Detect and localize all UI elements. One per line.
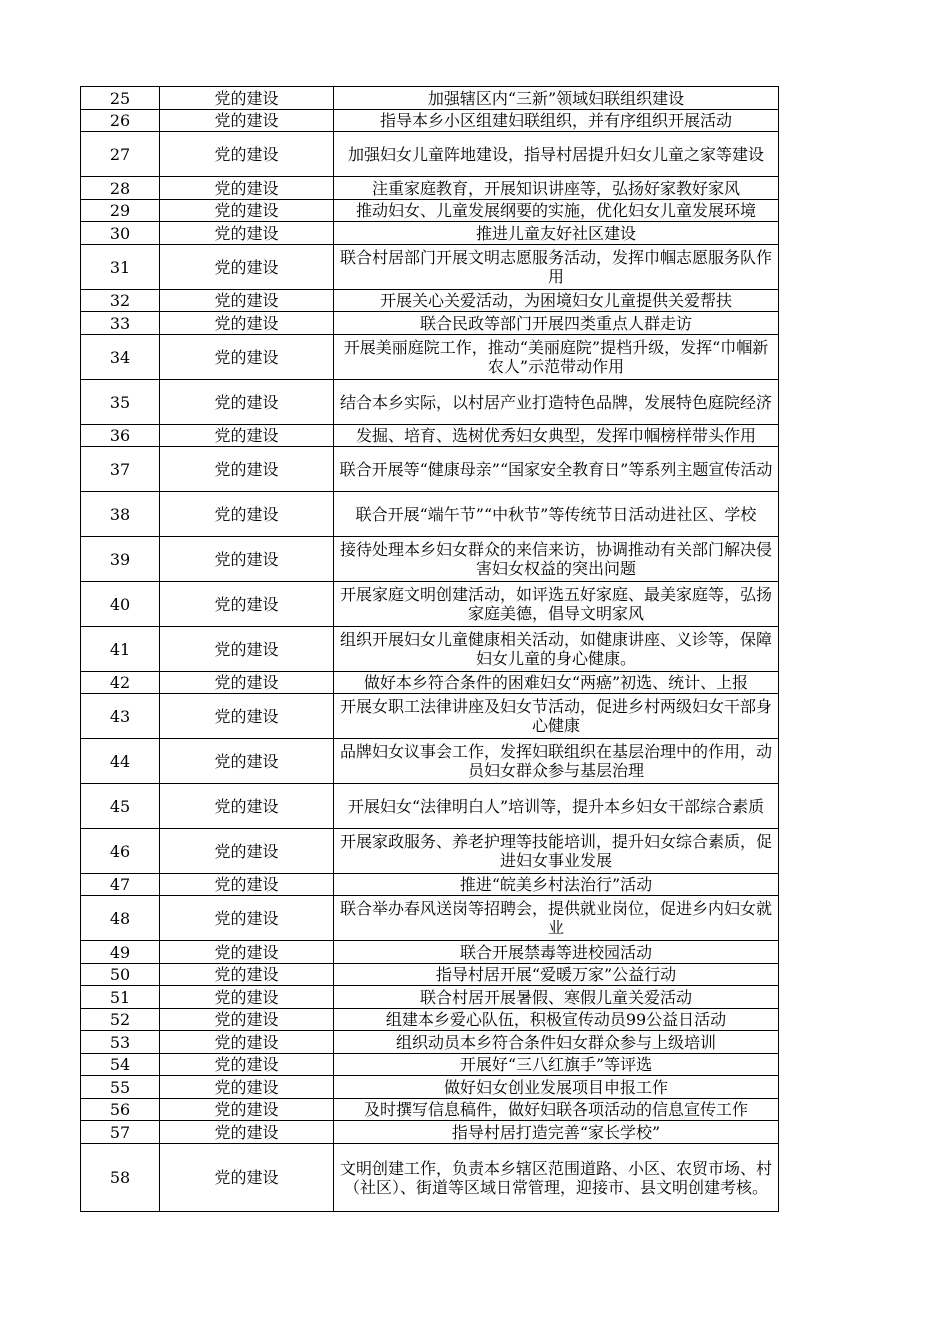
row-number-cell: 33 xyxy=(81,312,160,335)
task-cell: 加强妇女儿童阵地建设，指导村居提升妇女儿童之家等建设 xyxy=(334,132,779,177)
category-cell: 党的建设 xyxy=(160,694,334,739)
task-cell: 联合开展等“健康母亲”“国家安全教育日”等系列主题宣传活动 xyxy=(334,447,779,492)
row-number-cell: 45 xyxy=(81,784,160,829)
table-row xyxy=(81,425,779,447)
category-cell: 党的建设 xyxy=(160,87,334,110)
table-row xyxy=(81,1031,779,1054)
row-number-cell: 51 xyxy=(81,986,160,1009)
category-cell: 党的建设 xyxy=(160,290,334,312)
task-cell: 结合本乡实际，以村居产业打造特色品牌，发展特色庭院经济 xyxy=(334,380,779,425)
task-cell: 组织动员本乡符合条件妇女群众参与上级培训 xyxy=(334,1031,779,1054)
task-cell: 组建本乡爱心队伍，积极宣传动员99公益日活动 xyxy=(334,1009,779,1031)
table-row xyxy=(81,1121,779,1144)
task-cell: 开展美丽庭院工作，推动“美丽庭院”提档升级，发挥“巾帼新农人”示范带动作用 xyxy=(334,335,779,380)
task-cell: 注重家庭教育，开展知识讲座等，弘扬好家教好家风 xyxy=(334,177,779,200)
category-cell: 党的建设 xyxy=(160,335,334,380)
row-number-cell: 54 xyxy=(81,1054,160,1076)
table-row xyxy=(81,874,779,896)
task-cell: 开展家庭文明创建活动，如评选五好家庭、最美家庭等，弘扬家庭美德，倡导文明家风 xyxy=(334,582,779,627)
category-cell: 党的建设 xyxy=(160,1031,334,1054)
task-cell: 开展妇女“法律明白人”培训等，提升本乡妇女干部综合素质 xyxy=(334,784,779,829)
table-row xyxy=(81,986,779,1009)
row-number-cell: 34 xyxy=(81,335,160,380)
row-number-cell: 47 xyxy=(81,874,160,896)
task-cell: 开展好“三八红旗手”等评选 xyxy=(334,1054,779,1076)
table-row xyxy=(81,739,779,784)
row-number-cell: 25 xyxy=(81,87,160,110)
task-table-body xyxy=(81,87,779,1212)
category-cell: 党的建设 xyxy=(160,132,334,177)
task-cell: 指导本乡小区组建妇联组织，并有序组织开展活动 xyxy=(334,110,779,132)
table-row xyxy=(81,132,779,177)
table-row xyxy=(81,380,779,425)
category-cell: 党的建设 xyxy=(160,380,334,425)
table-row xyxy=(81,492,779,537)
row-number-cell: 27 xyxy=(81,132,160,177)
task-cell: 推动妇女、儿童发展纲要的实施，优化妇女儿童发展环境 xyxy=(334,200,779,222)
row-number-cell: 53 xyxy=(81,1031,160,1054)
category-cell: 党的建设 xyxy=(160,784,334,829)
category-cell: 党的建设 xyxy=(160,177,334,200)
task-cell: 品牌妇女议事会工作，发挥妇联组织在基层治理中的作用，动员妇女群众参与基层治理 xyxy=(334,739,779,784)
table-row xyxy=(81,87,779,110)
table-row xyxy=(81,200,779,222)
row-number-cell: 42 xyxy=(81,672,160,694)
row-number-cell: 41 xyxy=(81,627,160,672)
category-cell: 党的建设 xyxy=(160,941,334,964)
category-cell: 党的建设 xyxy=(160,425,334,447)
table-row xyxy=(81,537,779,582)
category-cell: 党的建设 xyxy=(160,1144,334,1212)
task-cell: 开展女职工法律讲座及妇女节活动，促进乡村两级妇女干部身心健康 xyxy=(334,694,779,739)
row-number-cell: 38 xyxy=(81,492,160,537)
table-row xyxy=(81,941,779,964)
category-cell: 党的建设 xyxy=(160,245,334,290)
task-cell: 推进儿童友好社区建设 xyxy=(334,222,779,245)
category-cell: 党的建设 xyxy=(160,1054,334,1076)
task-cell: 联合民政等部门开展四类重点人群走访 xyxy=(334,312,779,335)
row-number-cell: 44 xyxy=(81,739,160,784)
category-cell: 党的建设 xyxy=(160,964,334,986)
table-row xyxy=(81,312,779,335)
task-cell: 发掘、培育、选树优秀妇女典型，发挥巾帼榜样带头作用 xyxy=(334,425,779,447)
table-row xyxy=(81,896,779,941)
table-row xyxy=(81,245,779,290)
table-row xyxy=(81,335,779,380)
category-cell: 党的建设 xyxy=(160,582,334,627)
task-cell: 及时撰写信息稿件，做好妇联各项活动的信息宣传工作 xyxy=(334,1099,779,1121)
category-cell: 党的建设 xyxy=(160,829,334,874)
category-cell: 党的建设 xyxy=(160,986,334,1009)
category-cell: 党的建设 xyxy=(160,492,334,537)
table-row xyxy=(81,1054,779,1076)
category-cell: 党的建设 xyxy=(160,896,334,941)
task-cell: 文明创建工作，负责本乡辖区范围道路、小区、农贸市场、村（社区）、街道等区域日常管理，迎接市、县文明创建考核。 xyxy=(334,1144,779,1212)
table-row xyxy=(81,672,779,694)
table-row xyxy=(81,1076,779,1099)
task-cell: 指导村居打造完善“家长学校” xyxy=(334,1121,779,1144)
task-cell: 组织开展妇女儿童健康相关活动，如健康讲座、义诊等，保障妇女儿童的身心健康。 xyxy=(334,627,779,672)
row-number-cell: 40 xyxy=(81,582,160,627)
category-cell: 党的建设 xyxy=(160,110,334,132)
table-row xyxy=(81,290,779,312)
table-row xyxy=(81,1099,779,1121)
task-cell: 开展关心关爱活动，为困境妇女儿童提供关爱帮扶 xyxy=(334,290,779,312)
table-row xyxy=(81,964,779,986)
table-row xyxy=(81,1009,779,1031)
row-number-cell: 57 xyxy=(81,1121,160,1144)
category-cell: 党的建设 xyxy=(160,1009,334,1031)
row-number-cell: 29 xyxy=(81,200,160,222)
row-number-cell: 48 xyxy=(81,896,160,941)
task-cell: 加强辖区内“三新”领域妇联组织建设 xyxy=(334,87,779,110)
row-number-cell: 43 xyxy=(81,694,160,739)
task-cell: 做好妇女创业发展项目申报工作 xyxy=(334,1076,779,1099)
category-cell: 党的建设 xyxy=(160,874,334,896)
task-cell: 联合村居部门开展文明志愿服务活动，发挥巾帼志愿服务队作用 xyxy=(334,245,779,290)
table-row xyxy=(81,222,779,245)
row-number-cell: 28 xyxy=(81,177,160,200)
task-cell: 指导村居开展“爱暖万家”公益行动 xyxy=(334,964,779,986)
table-row xyxy=(81,1144,779,1212)
category-cell: 党的建设 xyxy=(160,447,334,492)
row-number-cell: 58 xyxy=(81,1144,160,1212)
task-cell: 联合开展“端午节”“中秋节”等传统节日活动进社区、学校 xyxy=(334,492,779,537)
row-number-cell: 31 xyxy=(81,245,160,290)
category-cell: 党的建设 xyxy=(160,312,334,335)
row-number-cell: 56 xyxy=(81,1099,160,1121)
table-row xyxy=(81,784,779,829)
row-number-cell: 50 xyxy=(81,964,160,986)
row-number-cell: 36 xyxy=(81,425,160,447)
category-cell: 党的建设 xyxy=(160,1076,334,1099)
row-number-cell: 46 xyxy=(81,829,160,874)
row-number-cell: 55 xyxy=(81,1076,160,1099)
task-cell: 联合村居开展暑假、寒假儿童关爱活动 xyxy=(334,986,779,1009)
category-cell: 党的建设 xyxy=(160,1121,334,1144)
task-cell: 做好本乡符合条件的困难妇女“两癌”初选、统计、上报 xyxy=(334,672,779,694)
table-row xyxy=(81,110,779,132)
category-cell: 党的建设 xyxy=(160,537,334,582)
row-number-cell: 39 xyxy=(81,537,160,582)
row-number-cell: 52 xyxy=(81,1009,160,1031)
task-table xyxy=(80,86,779,1212)
table-row xyxy=(81,582,779,627)
row-number-cell: 26 xyxy=(81,110,160,132)
table-row xyxy=(81,627,779,672)
row-number-cell: 37 xyxy=(81,447,160,492)
table-row xyxy=(81,829,779,874)
row-number-cell: 35 xyxy=(81,380,160,425)
category-cell: 党的建设 xyxy=(160,672,334,694)
task-cell: 接待处理本乡妇女群众的来信来访，协调推动有关部门解决侵害妇女权益的突出问题 xyxy=(334,537,779,582)
task-cell: 联合举办春风送岗等招聘会，提供就业岗位，促进乡内妇女就业 xyxy=(334,896,779,941)
task-cell: 开展家政服务、养老护理等技能培训，提升妇女综合素质，促进妇女事业发展 xyxy=(334,829,779,874)
task-cell: 联合开展禁毒等进校园活动 xyxy=(334,941,779,964)
table-row xyxy=(81,694,779,739)
category-cell: 党的建设 xyxy=(160,222,334,245)
category-cell: 党的建设 xyxy=(160,200,334,222)
row-number-cell: 30 xyxy=(81,222,160,245)
task-cell: 推进“皖美乡村法治行”活动 xyxy=(334,874,779,896)
table-row xyxy=(81,447,779,492)
row-number-cell: 49 xyxy=(81,941,160,964)
table-row xyxy=(81,177,779,200)
category-cell: 党的建设 xyxy=(160,1099,334,1121)
category-cell: 党的建设 xyxy=(160,627,334,672)
row-number-cell: 32 xyxy=(81,290,160,312)
category-cell: 党的建设 xyxy=(160,739,334,784)
